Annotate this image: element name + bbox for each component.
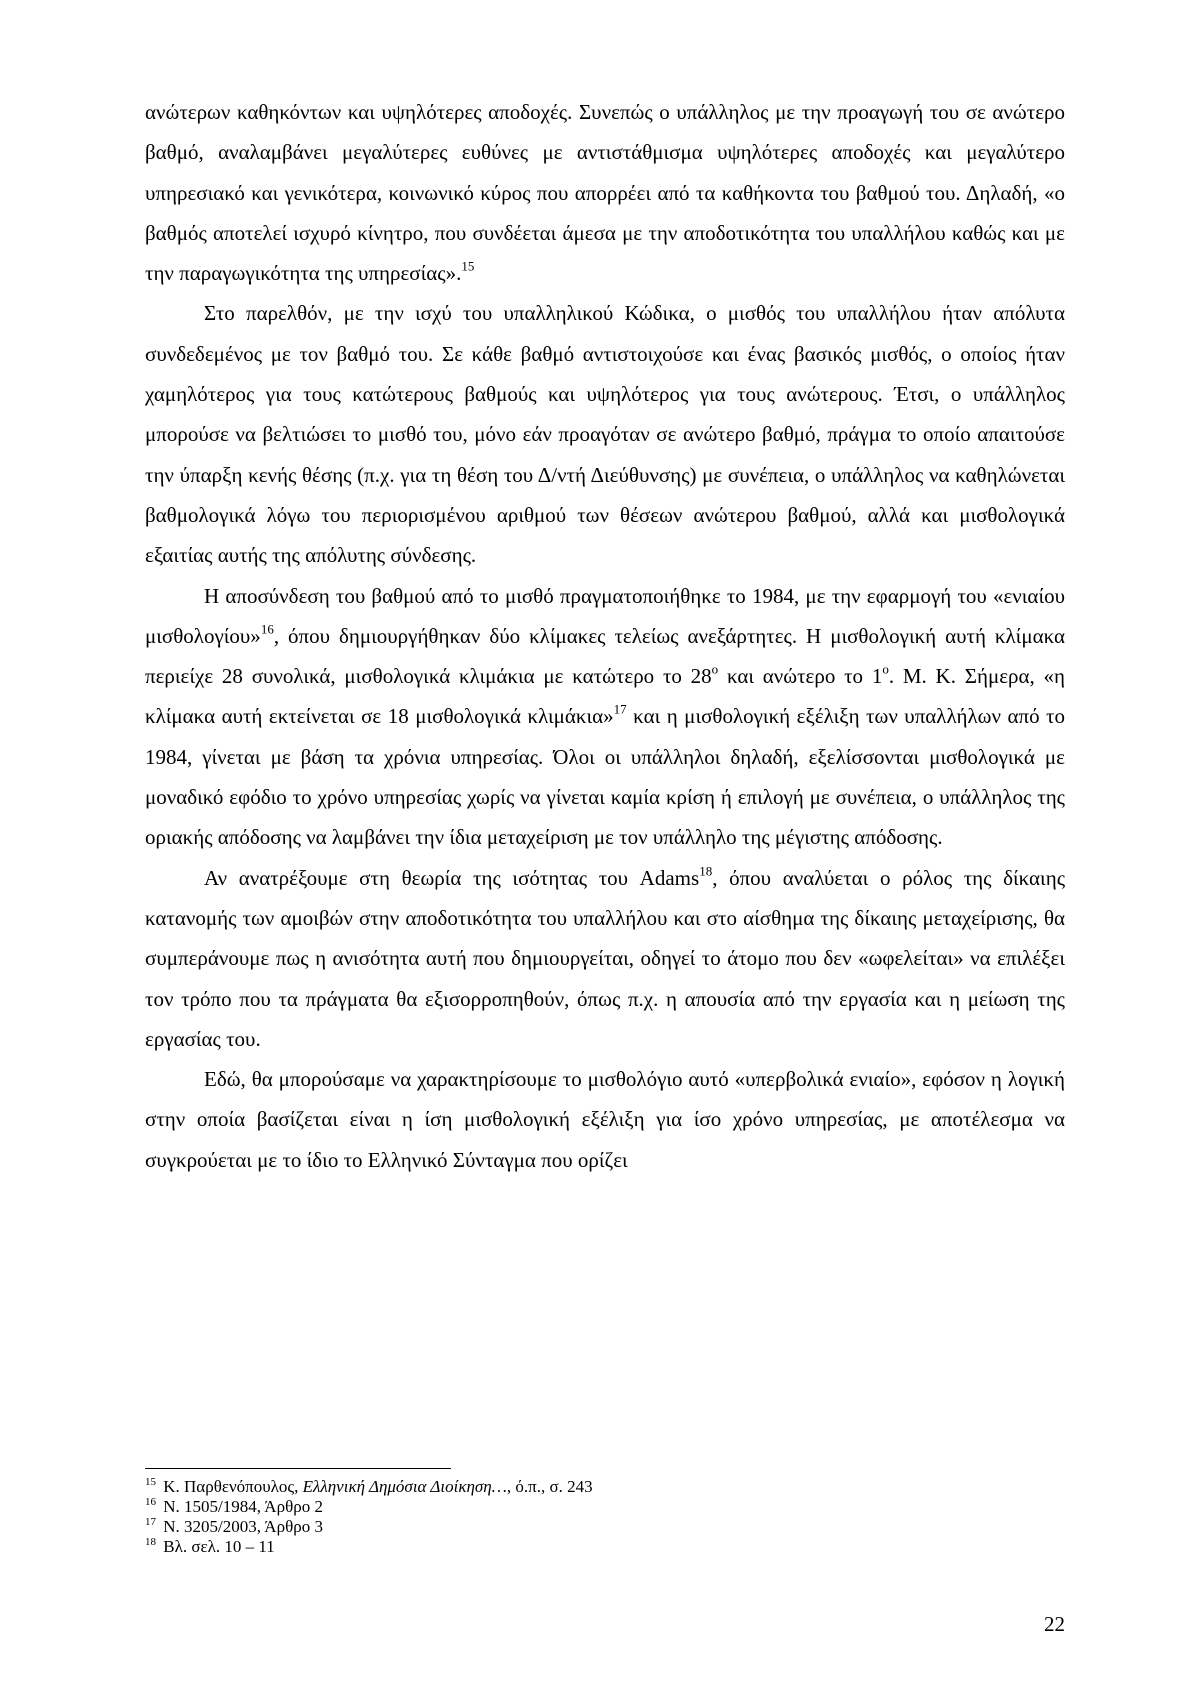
footnote xyxy=(145,1537,1065,1557)
footnote-title: Ελληνική Δημόσια Διοίκηση… xyxy=(302,1477,507,1496)
footnote-text: Ν. 1505/1984, Άρθρο 2 xyxy=(159,1497,323,1516)
footnote xyxy=(145,1477,1065,1497)
footnote xyxy=(145,1497,1065,1517)
text-run: Αν ανατρέξουμε στη θεωρία της ισότητας του Adams xyxy=(204,865,700,890)
paragraph xyxy=(145,858,1065,1059)
body-text xyxy=(145,92,1065,1180)
text-run: Εδώ, θα μπορούσαμε να χαρακτηρίσουμε το μισθολόγιο αυτό «υπερβολικά ενιαίο», εφόσον η λογική στην οποία βασίζεται είναι η ίση μισθολογική εξέλιξη για ίσο χρόνο υπηρεσίας, με αποτέλεσμα να συγκρούεται με το ίδιο το Ελληνικό Σύνταγμα που ορίζει xyxy=(145,1067,1065,1172)
footnote-separator xyxy=(145,1468,451,1469)
text-run: Στο παρελθόν, με την ισχύ του υπαλληλικού Κώδικα, ο μισθός του υπαλλήλου ήταν απόλυτα συνδεδεμένος με τον βαθμό του. Σε κάθε βαθμό αντιστοιχούσε και ένας βασικός μισθός, ο οποίος ήταν χαμηλότερος για τους κατώτερους βαθμούς και υψηλότερος για τους ανώτερους. Έτσι, ο υπάλληλος μπορούσε να βελτιώσει το μισθό του, μόνο εάν προαγόταν σε ανώτερο βαθμό, πράγμα το οποίο απαιτούσε την ύπαρξη κενής θέσης (π.χ. για τη θέση του Δ/ντή Διεύθυνσης) με συνέπεια, ο υπάλληλος να καθηλώνεται βαθμολογικά λόγω του περιορισμένου αριθμού των θέσεων ανώτερου βαθμού, αλλά και μισθολογικά εξαιτίας αυτής της απόλυτης σύνδεσης. xyxy=(145,301,1065,568)
footnote-number: 18 xyxy=(145,1536,156,1549)
superscript: 16 xyxy=(260,621,274,637)
superscript: ο xyxy=(711,661,719,677)
text-run: , όπου δημιουργήθηκαν δύο κλίμακες τελείως ανεξάρτητες. Η μισθολογική αυτή κλίμακα περιείχε 28 συνολικά, μισθολογικά κλιμάκια με κατώτερο το 28 xyxy=(145,623,1065,689)
superscript: 15 xyxy=(461,258,475,274)
superscript: ο xyxy=(882,661,889,677)
paragraph xyxy=(145,92,1065,293)
superscript: 18 xyxy=(699,863,713,879)
footnote-number: 17 xyxy=(145,1516,156,1529)
paragraph xyxy=(145,576,1065,858)
text-run: . Μ. Κ. Σήμερα, «η κλίμακα αυτή εκτείνεται σε 18 μισθολογικά κλιμάκια» xyxy=(145,664,1066,729)
superscript: 17 xyxy=(613,702,627,718)
footnote-text: Ν. 3205/2003, Άρθρο 3 xyxy=(159,1517,323,1536)
text-run: ανώτερων καθηκόντων και υψηλότερες αποδοχές. Συνεπώς ο υπάλληλος με την προαγωγή του σε ανώτερο βαθμό, αναλαμβάνει μεγαλύτερες ευθύνες με αντιστάθμισμα υψηλότερες αποδοχές και μεγαλύτερο υπηρεσιακό και γενικότερα, κοινωνικό κύρος που απορρέει από τα καθήκοντα του βαθμού του. Δηλαδή, «ο βαθμός αποτελεί ισχυρό κίνητρο, που συνδέεται άμεσα με την αποδοτικότητα του υπαλλήλου καθώς και με την παραγωγικότητα της υπηρεσίας». xyxy=(145,100,1065,286)
paragraph xyxy=(145,293,1065,575)
footnote xyxy=(145,1517,1065,1537)
footnote-number: 15 xyxy=(145,1476,156,1489)
paragraph xyxy=(145,1059,1065,1180)
text-run: και η μισθολογική εξέλιξη των υπαλλήλων από το 1984, γίνεται με βάση τα χρόνια υπηρεσίας. Όλοι οι υπάλληλοι δηλαδή, εξελίσσονται μισθολογικά με μοναδικό εφόδιο το χρόνο υπηρεσίας χωρίς να γίνεται καμία κρίση ή επιλογή με συνέπεια, ο υπάλληλος της οριακής απόδοσης να λαμβάνει την ίδια μεταχείριση με τον υπάλληλο της μέγιστης απόδοσης. xyxy=(145,704,1065,850)
text-run: και ανώτερο το 1 xyxy=(718,664,883,689)
footnote-text: Βλ. σελ. 10 – 11 xyxy=(159,1537,275,1556)
footnotes xyxy=(145,1477,1065,1557)
page-number: 22 xyxy=(1044,1612,1065,1636)
footnote-text: , ό.π., σ. 243 xyxy=(506,1477,593,1496)
text-run: , όπου αναλύεται ο ρόλος της δίκαιης κατανομής των αμοιβών στην αποδοτικότητα του υπαλλήλου και στο αίσθημα της δίκαιης μεταχείρισης, θα συμπεράνουμε πως η ανισότητα αυτή που δημιουργείται, οδηγεί το άτομο που δεν «ωφελείται» να επιλέξει τον τρόπο που τα πράγματα θα εξισορροπηθούν, όπως π.χ. η απουσία από την εργασία και η μείωση της εργασίας του. xyxy=(145,865,1066,1051)
text-run: Η αποσύνδεση του βαθμού από το μισθό πραγματοποιήθηκε το 1984, με την εφαρμογή του «ενιαίου μισθολογίου» xyxy=(145,583,1065,648)
footnote-number: 16 xyxy=(145,1496,156,1509)
footnote-text: Κ. Παρθενόπουλος, xyxy=(159,1477,303,1496)
